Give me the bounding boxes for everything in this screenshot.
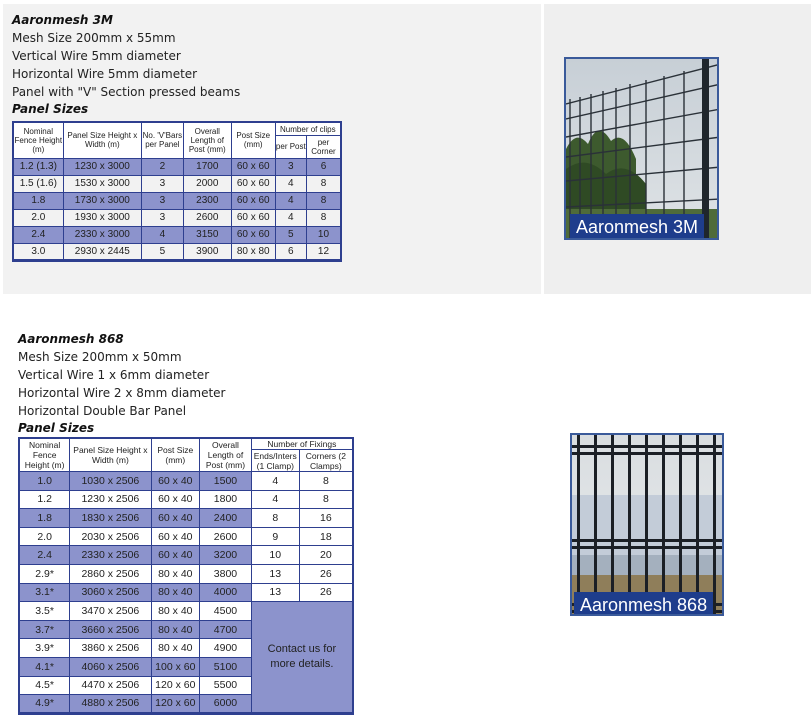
table-row	[13, 175, 341, 192]
table-cell: 9	[251, 527, 299, 546]
table-cell: 2030 x 2506	[70, 527, 151, 546]
spec-horizontal-wire: Horizontal Wire 2 x 8mm diameter	[18, 386, 226, 400]
product-photo-3m	[564, 57, 719, 240]
table-cell: 4	[275, 175, 306, 192]
photo-caption-3m: Aaronmesh 3M	[570, 214, 704, 240]
table-cell: 2.0	[13, 209, 63, 226]
col-header-panel-size: Panel Size Height x Width (m)	[70, 438, 151, 472]
spec-vertical-wire: Vertical Wire 5mm diameter	[12, 49, 181, 63]
table-cell: 5	[141, 243, 183, 260]
table-cell: 3060 x 2506	[70, 583, 151, 602]
col-header-nominal-height: Nominal Fence Height (m)	[19, 438, 70, 472]
table-cell: 5500	[200, 676, 252, 695]
table-row	[19, 564, 353, 583]
table-row	[19, 509, 353, 528]
table-cell: 8	[306, 175, 341, 192]
panel-sizes-table-3m	[12, 121, 342, 262]
table-cell: 3470 x 2506	[70, 602, 151, 621]
table-cell: 120 x 60	[151, 676, 200, 695]
table-cell: 8	[299, 472, 353, 491]
table-row	[19, 602, 353, 621]
table-cell: 4	[251, 472, 299, 491]
col-header-nominal-height: Nominal Fence Height (m)	[13, 122, 63, 158]
table-cell: 3660 x 2506	[70, 620, 151, 639]
table-cell: 1.2	[19, 490, 70, 509]
table-cell: 6	[275, 243, 306, 260]
photo-caption-868: Aaronmesh 868	[574, 592, 713, 616]
col-header-post-size: Post Size (mm)	[231, 122, 275, 158]
table-row	[19, 472, 353, 491]
panel-sizes-heading: Panel Sizes	[18, 421, 95, 435]
table-cell: 1.8	[19, 509, 70, 528]
table-cell: 100 x 60	[151, 657, 200, 676]
table-row	[13, 209, 341, 226]
table-cell: 60 x 40	[151, 527, 200, 546]
table-cell: 2.4	[19, 546, 70, 565]
col-header-ends-inters: Ends/Inters (1 Clamp)	[251, 450, 299, 472]
table-cell: 4.1*	[19, 657, 70, 676]
table-row	[19, 546, 353, 565]
table-cell: 3.1*	[19, 583, 70, 602]
table-cell: 120 x 60	[151, 695, 200, 714]
table-cell: 2300	[183, 192, 231, 209]
table-cell: 60 x 40	[151, 509, 200, 528]
table-row	[13, 192, 341, 209]
table-cell: 1800	[200, 490, 252, 509]
table-cell: 3800	[200, 564, 252, 583]
table-cell: 2.9*	[19, 564, 70, 583]
table-cell: 3	[141, 175, 183, 192]
table-cell: 4880 x 2506	[70, 695, 151, 714]
table-cell: 2000	[183, 175, 231, 192]
table-cell: 60 x 60	[231, 158, 275, 175]
table-cell: 1730 x 3000	[63, 192, 141, 209]
product-title: Aaronmesh 868	[18, 332, 124, 346]
table-cell: 4500	[200, 602, 252, 621]
table-cell: 4060 x 2506	[70, 657, 151, 676]
table-cell: 6000	[200, 695, 252, 714]
table-cell: 1530 x 3000	[63, 175, 141, 192]
table-cell: 8	[251, 509, 299, 528]
col-header-post-length: Overall Length of Post (mm)	[200, 438, 252, 472]
col-header-fixings: Number of Fixings	[251, 438, 353, 450]
table-cell: 3.5*	[19, 602, 70, 621]
table-cell: 3.0	[13, 243, 63, 260]
table-cell: 2330 x 3000	[63, 226, 141, 243]
table-cell: 60 x 40	[151, 490, 200, 509]
table-cell: 80 x 40	[151, 583, 200, 602]
table-cell: 3	[141, 192, 183, 209]
table-row	[19, 527, 353, 546]
table-cell: 2.0	[19, 527, 70, 546]
table-cell: 2400	[200, 509, 252, 528]
table-cell: 26	[299, 583, 353, 602]
table-cell: 4.5*	[19, 676, 70, 695]
table-cell: 4900	[200, 639, 252, 658]
table-cell: 18	[299, 527, 353, 546]
table-row	[19, 490, 353, 509]
table-cell: 80 x 40	[151, 564, 200, 583]
spec-vertical-wire: Vertical Wire 1 x 6mm diameter	[18, 368, 210, 382]
table-cell: 26	[299, 564, 353, 583]
table-cell: 8	[306, 192, 341, 209]
table-cell: 2600	[200, 527, 252, 546]
table-cell: 2.4	[13, 226, 63, 243]
table-cell: 5100	[200, 657, 252, 676]
product-aaronmesh-868	[18, 331, 225, 436]
col-header-post-length: Overall Length of Post (mm)	[183, 122, 231, 158]
table-cell: 1500	[200, 472, 252, 491]
table-cell: 80 x 40	[151, 639, 200, 658]
table-cell: 2930 x 2445	[63, 243, 141, 260]
table-cell: 3200	[200, 546, 252, 565]
table-cell: 60 x 60	[231, 175, 275, 192]
table-cell: 3	[275, 158, 306, 175]
panel-sizes-table-868	[18, 437, 354, 715]
table-cell: 80 x 40	[151, 620, 200, 639]
table-row	[13, 243, 341, 260]
table-cell: 1.5 (1.6)	[13, 175, 63, 192]
table-cell: 2	[141, 158, 183, 175]
contact-note: Contact us for more details.	[251, 602, 353, 714]
table-cell: 1930 x 3000	[63, 209, 141, 226]
panel-sizes-heading: Panel Sizes	[12, 102, 89, 116]
table-cell: 6	[306, 158, 341, 175]
table-cell: 60 x 60	[231, 209, 275, 226]
product-photo-868	[570, 433, 724, 616]
table-cell: 60 x 60	[231, 226, 275, 243]
spec-mesh-size: Mesh Size 200mm x 50mm	[18, 350, 182, 364]
spec-panel-type: Horizontal Double Bar Panel	[18, 404, 187, 418]
table-cell: 4	[251, 490, 299, 509]
table-cell: 10	[306, 226, 341, 243]
table-cell: 60 x 40	[151, 546, 200, 565]
fence-photo-3m-image	[566, 59, 719, 240]
table-cell: 1.8	[13, 192, 63, 209]
table-cell: 4	[275, 192, 306, 209]
table-cell: 80 x 80	[231, 243, 275, 260]
product-aaronmesh-3m	[12, 12, 240, 117]
table-cell: 13	[251, 583, 299, 602]
table-cell: 10	[251, 546, 299, 565]
product-title: Aaronmesh 3M	[12, 13, 113, 27]
col-header-per-corner: per Corner	[306, 136, 341, 159]
table-cell: 16	[299, 509, 353, 528]
table-row	[13, 226, 341, 243]
table-cell: 3.9*	[19, 639, 70, 658]
col-header-corners: Corners (2 Clamps)	[299, 450, 353, 472]
table-cell: 8	[299, 490, 353, 509]
table-cell: 80 x 40	[151, 602, 200, 621]
table-cell: 1.2 (1.3)	[13, 158, 63, 175]
table-cell: 4	[275, 209, 306, 226]
table-cell: 3860 x 2506	[70, 639, 151, 658]
table-cell: 1030 x 2506	[70, 472, 151, 491]
table-row	[19, 583, 353, 602]
table-cell: 1230 x 2506	[70, 490, 151, 509]
col-header-vbars: No. 'V'Bars per Panel	[141, 122, 183, 158]
spec-panel-type: Panel with "V" Section pressed beams	[12, 85, 241, 99]
table-cell: 1230 x 3000	[63, 158, 141, 175]
table-cell: 2600	[183, 209, 231, 226]
col-header-panel-size: Panel Size Height x Width (m)	[63, 122, 141, 158]
table-cell: 4	[141, 226, 183, 243]
table-cell: 2330 x 2506	[70, 546, 151, 565]
table-cell: 4470 x 2506	[70, 676, 151, 695]
table-cell: 3.7*	[19, 620, 70, 639]
spec-horizontal-wire: Horizontal Wire 5mm diameter	[12, 67, 198, 81]
table-cell: 3	[141, 209, 183, 226]
table-row	[13, 158, 341, 175]
fence-photo-868-image	[572, 435, 724, 616]
col-header-per-post: per Post	[275, 136, 306, 159]
table-cell: 1.0	[19, 472, 70, 491]
table-cell: 12	[306, 243, 341, 260]
table-cell: 13	[251, 564, 299, 583]
table-cell: 2860 x 2506	[70, 564, 151, 583]
table-cell: 4700	[200, 620, 252, 639]
table-cell: 60 x 40	[151, 472, 200, 491]
table-cell: 5	[275, 226, 306, 243]
table-cell: 1700	[183, 158, 231, 175]
table-cell: 4000	[200, 583, 252, 602]
spec-mesh-size: Mesh Size 200mm x 55mm	[12, 31, 176, 45]
table-cell: 1830 x 2506	[70, 509, 151, 528]
table-cell: 8	[306, 209, 341, 226]
col-header-post-size: Post Size (mm)	[151, 438, 200, 472]
table-cell: 4.9*	[19, 695, 70, 714]
table-cell: 60 x 60	[231, 192, 275, 209]
table-cell: 3150	[183, 226, 231, 243]
table-cell: 20	[299, 546, 353, 565]
col-header-clips: Number of clips	[275, 122, 341, 136]
table-cell: 3900	[183, 243, 231, 260]
